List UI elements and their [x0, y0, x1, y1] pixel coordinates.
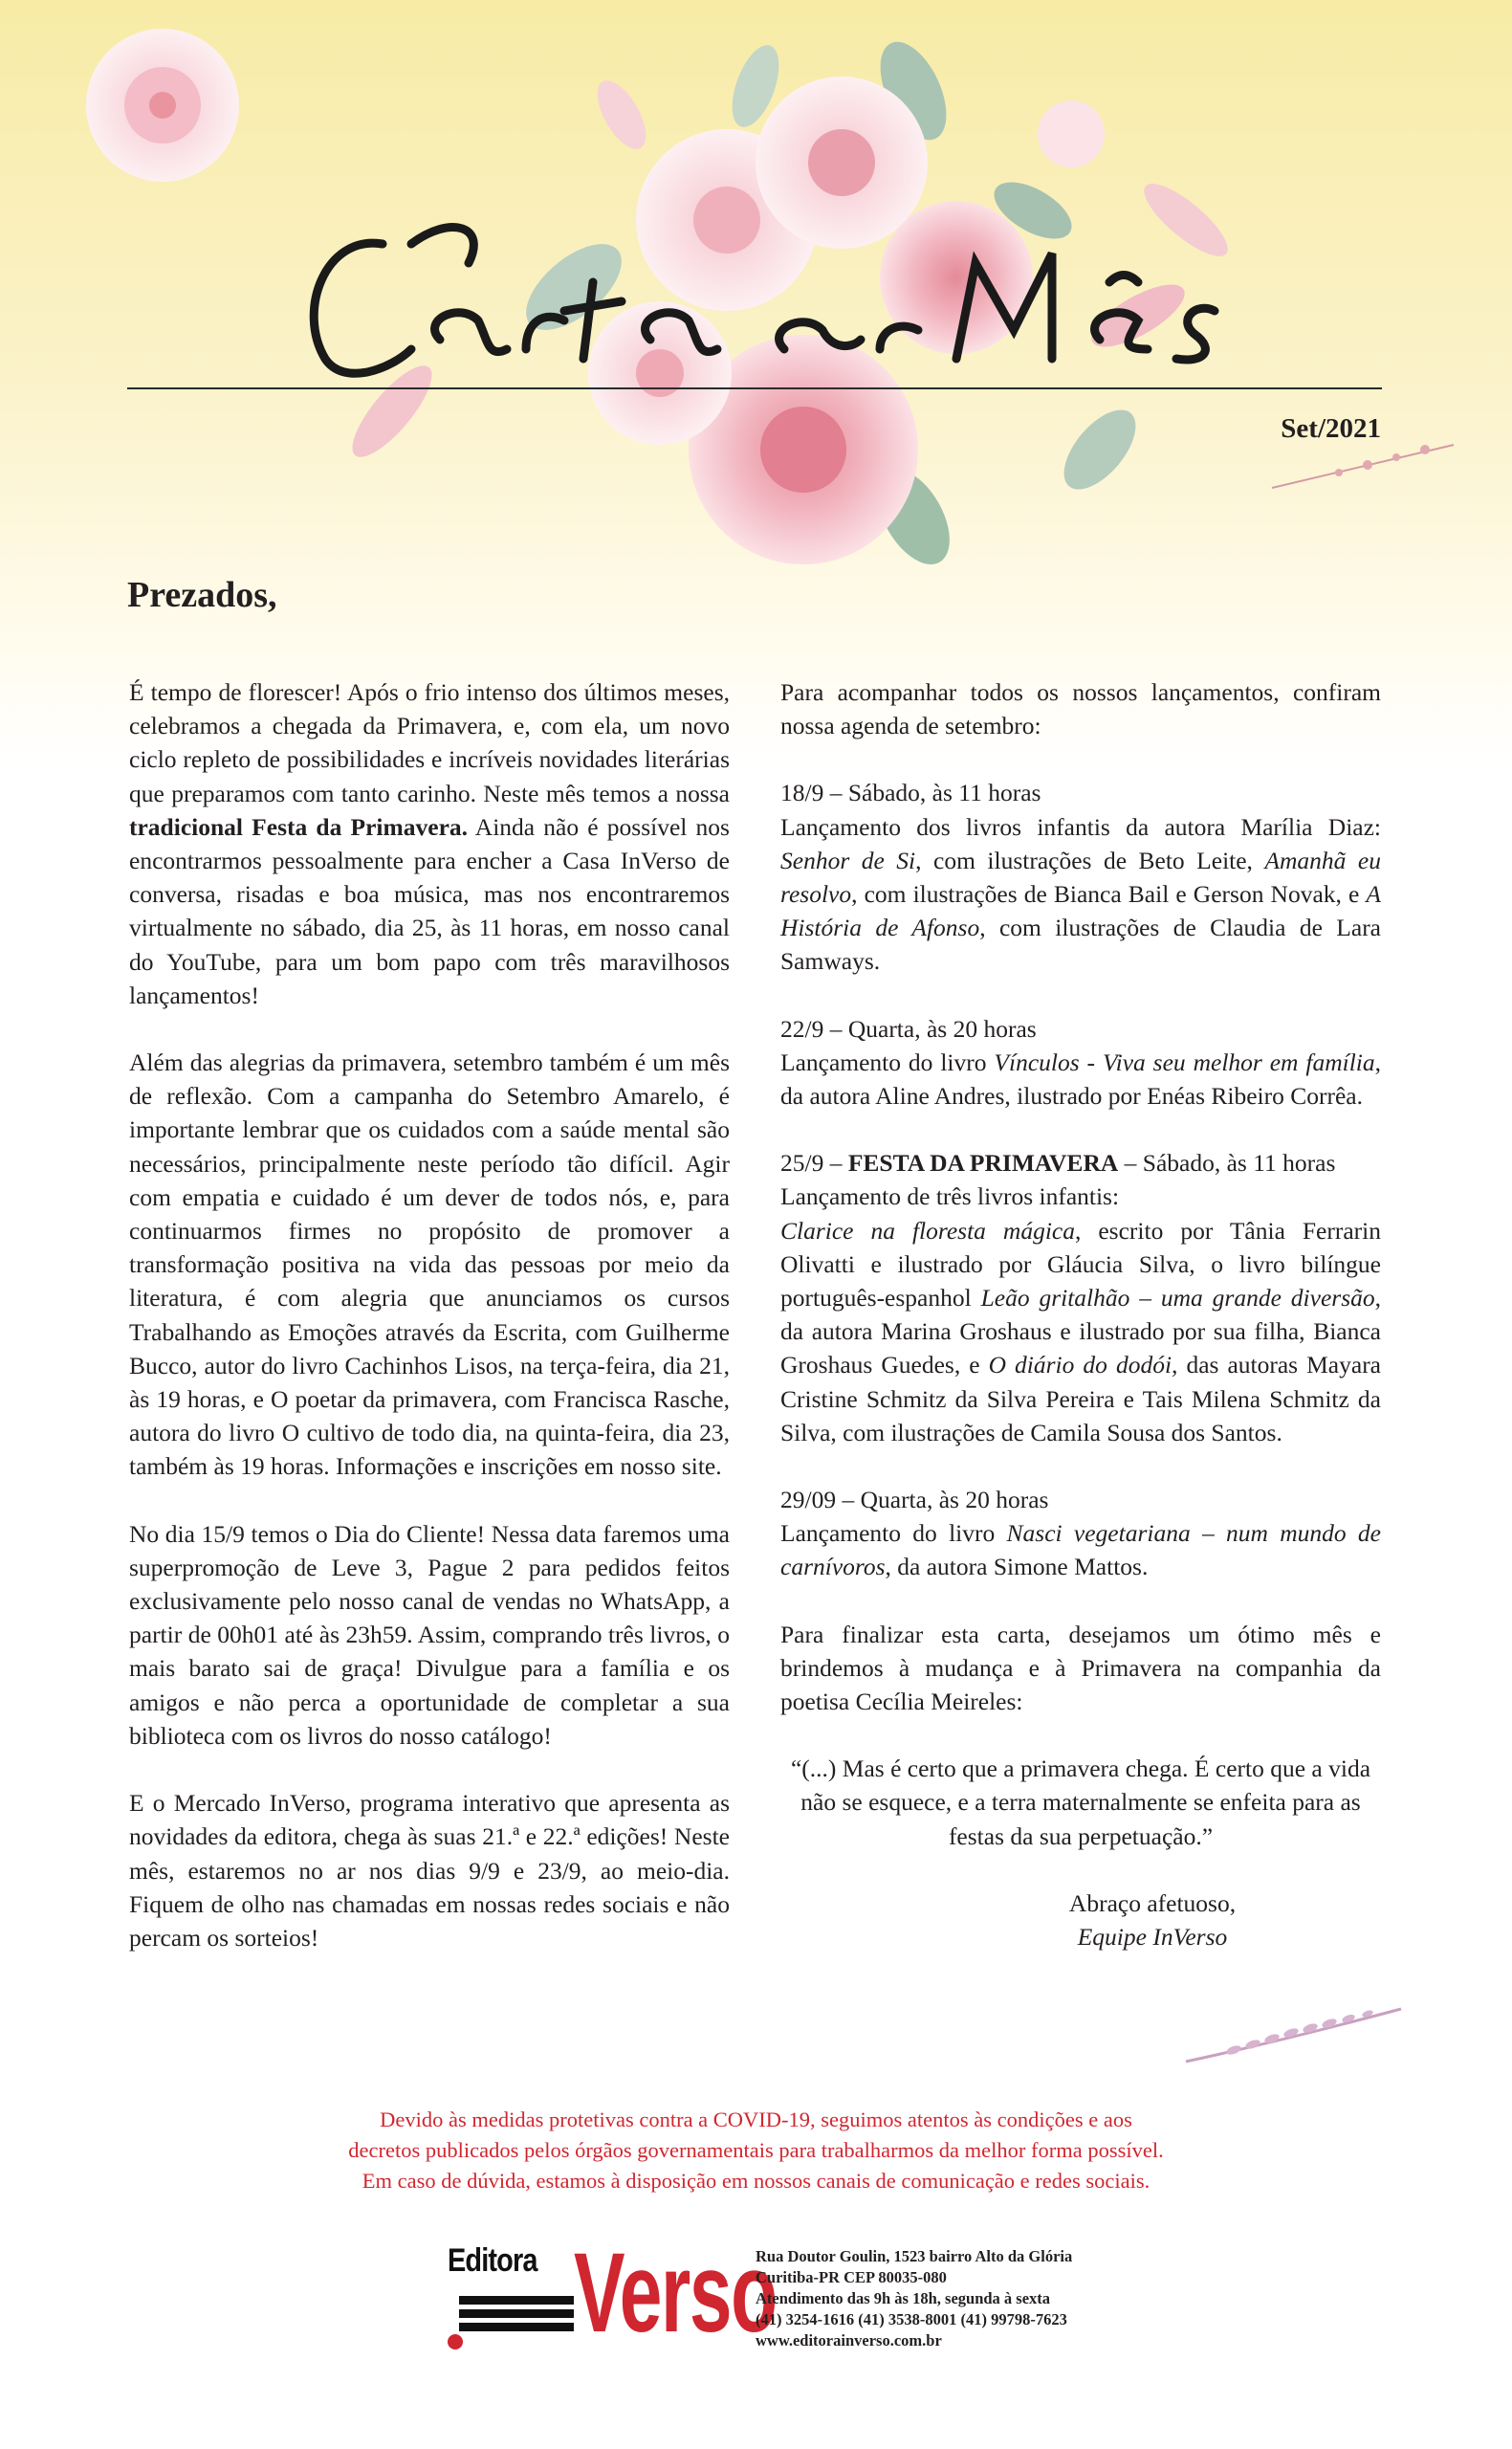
closing-paragraph: Para finalizar esta carta, desejamos um ótimo mês e brindemos à mudança e à Primavera na companhia da poetisa Cecília Meireles: — [780, 1620, 1381, 1716]
address-line: Rua Doutor Goulin, 1523 bairro Alto da Glória — [756, 2247, 1073, 2265]
paragraph-client-day: No dia 15/9 temos o Dia do Cliente! Nessa data faremos uma superpromoção de Leve 3, Pague 2 para pedidos feitos exclusivamente pelo nosso canal de vendas no WhatsApp, a partir de 00h01 até às 23h59. Assim, comprando três livros, o mais barato sai de graça! Divulgue para a família e os amigos e não perca a oportunidade de completar a sua biblioteca com os livros do nosso catálogo! — [129, 1519, 730, 1750]
paragraph-september: Além das alegrias da primavera, setembro também é um mês de reflexão. Com a campanha do Setembro Amarelo, é importante lembrar que os cuidados com a saúde mental são necessários, principalmente neste período tão difícil. Agir com empatia e cuidado é um dever de todos nós, e, para continuarmos firmes no propósito de promover a transformação positiva na vida das pessoas por meio da literatura, é com alegria que anunciamos os cursos Trabalhando as Emoções através da Escrita, com Guilherme Bucco, autor do livro Cachinhos Lisos, na terça-feira, dia 21, às 19 horas, e O poetar da primavera, com Francisca Rasche, autora do livro O cultivo de todo dia, na quinta-feira, dia 23, também às 19 horas. Informações e inscrições em nosso site. — [129, 1048, 730, 1481]
covid-notice-line: decretos publicados pelos órgãos governamentais para trabalharmos da melhor forma possível. — [348, 2138, 1164, 2162]
lavender-sprig-illustration — [1176, 1995, 1406, 2071]
paragraph-spring: É tempo de florescer! Após o frio intenso dos últimos meses, celebramos a chegada da Primavera, e, com ela, um novo ciclo repleto de possibilidades e incríveis novidades literárias que preparamos com tanto carinho. Neste mês temos a nossa tradicional Festa da Primavera. Ainda não é possível nos encontrarmos pessoalmente para encher a Casa InVerso de conversa, risadas e boa música, mas nos encontraremos virtualmente no sábado, dia 25, às 11 horas, em nosso canal do YouTube, para um bom papo com três maravilhosos lançamentos! — [129, 678, 730, 1009]
event-description: Clarice na floresta mágica, escrito por Tânia Ferrarin Olivatti e ilustrado por Gláucia Silva, o livro bilíngue português-espanhol Leão gritalhão – uma grande diversão, da autora Marina Groshaus e ilustrado por sua filha, Bianca Groshaus Guedes, e O diário do dodói, das autoras Mayara Cristine Schmitz da Silva Pereira e Tais Milena Schmitz da Silva, com ilustrações de Camila Sousa dos Santos. — [780, 1216, 1381, 1446]
covid-notice-line: Em caso de dúvida, estamos à disposição em nossos canais de comunicação e redes sociais. — [362, 2169, 1150, 2193]
event-description: Lançamento do livro Vínculos - Viva seu melhor em família, da autora Aline Andres, ilustrado por Enéas Ribeiro Corrêa. — [780, 1048, 1381, 1111]
event-date: 29/09 – Quarta, às 20 horas — [780, 1486, 1049, 1514]
logo-verso-text: Verso — [574, 2230, 777, 2356]
title-calligraphy — [268, 206, 1262, 397]
issue-date: Set/2021 — [1281, 413, 1381, 444]
event-date: 18/9 – Sábado, às 11 horas — [780, 779, 1041, 807]
logo-editora-text: Editora — [448, 2242, 537, 2279]
logo-stripes — [459, 2296, 574, 2336]
event-intro: Lançamento de três livros infantis: — [780, 1182, 1120, 1211]
event-description: Lançamento dos livros infantis da autora Marília Diaz: Senhor de Si, com ilustrações de Beto Leite, Amanhã eu resolvo, com ilustrações de Bianca Bail e Gerson Novak, e A História de Afonso, com ilustrações de Claudia de Lara Samways. — [780, 812, 1381, 976]
address-line: Curitiba-PR CEP 80035-080 — [756, 2268, 947, 2286]
logo-dot — [448, 2334, 463, 2350]
phone-numbers: (41) 3254-1616 (41) 3538-8001 (41) 99798-7623 — [756, 2310, 1067, 2328]
poem-quote: “(...) Mas é certo que a primavera chega. É certo que a vida não se esquece, e a terra maternalmente se enfeita para as festas da sua perpetuação.” — [790, 1754, 1371, 1850]
salutation: Prezados, — [127, 575, 277, 615]
covid-notice — [0, 2105, 1512, 2196]
signature-greeting: Abraço afetuoso, — [1068, 1888, 1237, 1917]
event-date: 22/9 – Quarta, às 20 horas — [780, 1014, 1037, 1043]
left-column — [129, 675, 730, 1988]
right-column — [780, 675, 1381, 1953]
header-rule — [127, 387, 1382, 389]
paragraph-mercado: E o Mercado InVerso, programa interativo que apresenta as novidades da editora, chega às suas 21.ª e 22.ª edições! Neste mês, estaremos no ar nos dias 9/9 e 23/9, ao meio-dia. Fiquem de olho nas chamadas em nossas redes sociais e não percam os sorteios! — [129, 1789, 730, 1952]
event-description: Lançamento do livro Nasci vegetariana – num mundo de carnívoros, da autora Simone Mattos. — [780, 1519, 1382, 1581]
covid-notice-line: Devido às medidas protetivas contra a COVID-19, seguimos atentos às condições e aos — [380, 2107, 1132, 2131]
event-date: 25/9 – FESTA DA PRIMAVERA – Sábado, às 11 horas — [780, 1149, 1336, 1178]
signature-name: Equipe InVerso — [1077, 1923, 1228, 1952]
website-link[interactable]: www.editorainverso.com.br — [756, 2331, 942, 2350]
footer-address — [756, 2246, 1072, 2351]
opening-hours: Atendimento das 9h às 18h, segunda à sexta — [756, 2289, 1051, 2307]
agenda-intro: Para acompanhar todos os nossos lançamentos, confiram nossa agenda de setembro: — [780, 678, 1381, 740]
